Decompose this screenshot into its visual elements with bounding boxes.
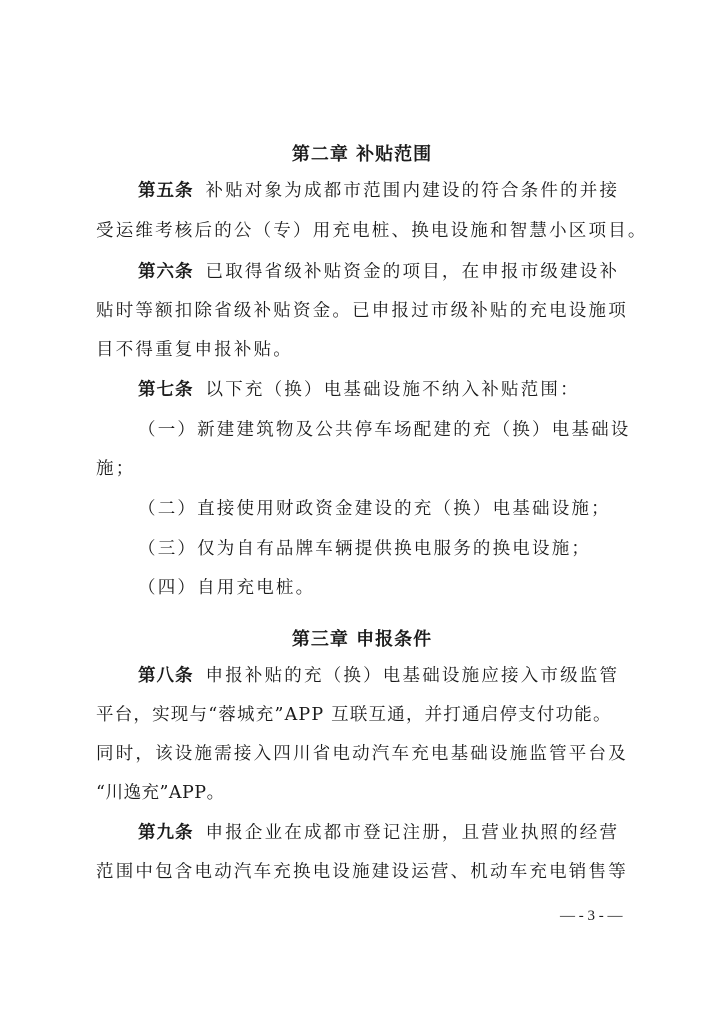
article-8-line-1: [138, 664, 619, 688]
article-7-line-1: [138, 378, 580, 402]
article-5-line-1: [138, 179, 619, 203]
article-6-line-1: [138, 260, 619, 284]
page-number: — - 3 - —: [560, 908, 623, 924]
article-5-text-1: 补贴对象为成都市范围内建设的符合条件的并接: [205, 181, 620, 201]
article-9-text-1: 申报企业在成都市登记注册，且营业执照的经营: [205, 823, 620, 843]
article-9-label: 第九条: [138, 823, 194, 843]
chapter-3-heading: 第三章 申报条件: [291, 629, 433, 650]
article-8-text-1: 申报补贴的充（换）电基础设施应接入市级监管: [205, 666, 620, 686]
item-1-line-2: 施；: [96, 459, 136, 479]
article-7-label: 第七条: [138, 380, 194, 400]
article-9-line-2: 范围中包含电动汽车充换电设施建设运营、机动车充电销售等: [96, 862, 628, 882]
item-4: （四）自用充电桩。: [138, 578, 316, 598]
chapter-2-heading: 第二章 补贴范围: [291, 144, 433, 165]
article-5-label: 第五条: [138, 181, 194, 201]
article-9-line-1: [138, 821, 619, 845]
item-3: （三）仅为自有品牌车辆提供换电服务的换电设施；: [138, 539, 592, 559]
article-6-label: 第六条: [138, 262, 194, 282]
article-6-text-1: 已取得省级补贴资金的项目，在申报市级建设补: [205, 262, 620, 282]
article-7-text-1: 以下充（换）电基础设施不纳入补贴范围：: [205, 380, 580, 400]
item-2: （二）直接使用财政资金建设的充（换）电基础设施；: [138, 499, 611, 519]
article-8-label: 第八条: [138, 666, 194, 686]
article-8-line-4: “川逸充”APP。: [96, 783, 225, 803]
article-5-line-2: 受运维考核后的公（专）用充电桩、换电设施和智慧小区项目。: [96, 221, 648, 241]
article-8-line-3: 同时，该设施需接入四川省电动汽车充电基础设施监管平台及: [96, 744, 628, 764]
article-6-line-3: 目不得重复申报补贴。: [96, 340, 293, 360]
item-1-line-1: （一）新建建筑物及公共停车场配建的充（换）电基础设: [138, 420, 631, 440]
article-6-line-2: 贴时等额扣除省级补贴资金。已申报过市级补贴的充电设施项: [96, 301, 628, 321]
article-8-line-2: 平台，实现与“蓉城充”APP 互联互通，并打通启停支付功能。: [96, 705, 612, 725]
